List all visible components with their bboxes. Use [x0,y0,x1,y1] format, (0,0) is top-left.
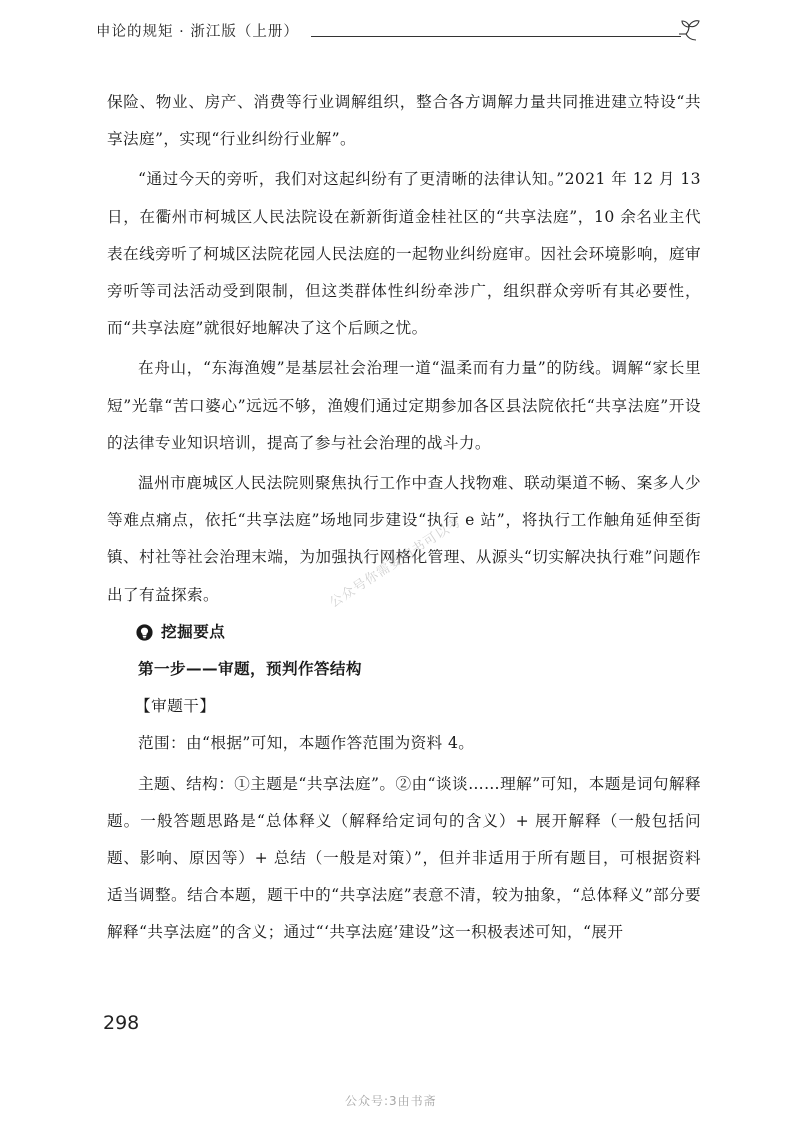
header-rule [311,36,681,37]
step-title: 第一步——审题，预判作答结构 [138,660,362,679]
header-title: 申论的规矩 · 浙江版（上册） [96,24,299,40]
section-heading [107,614,701,651]
lightbulb-icon [136,624,153,641]
paragraph-6: 主题、结构：①主题是“共享法庭”。②由“谈谈……理解”可知，本题是词句解释题。一般答题思路是“总体释义（解释给定词句的含义）+ 展开解释（一般包括问题、影响、原因等）+ 总结（一般是对策）”，但并非适用于所有题目，可根据资料适当调整。结合本题，题干中的“共享法庭”表意不清，较为抽象，“总体释义”部分要解释“共享法庭”的含义；通过“‘共享法庭’建设”这一积极表述可知，“展开 [107,774,701,942]
paragraph-2: “通过今天的旁听，我们对这起纠纷有了更清晰的法律认知。”2021 年 12 月 13 日，在衢州市柯城区人民法院设在新新街道金桂社区的“共享法庭”，10 余名业主代表在线旁听了柯城区法院花园人民法庭的一起物业纠纷庭审。因社会环境影响，庭审旁听等司法活动受到限制，但这类群体性纠纷牵涉广，组织群众旁听有其必要性，而“共享法庭”就很好地解决了这个后顾之忧。 [107,170,701,338]
page-number: 298 [103,1012,140,1034]
paragraph-4: 温州市鹿城区人民法院则聚焦执行工作中查人找物难、联动渠道不畅、案多人少等难点痛点，依托“共享法庭”场地同步建设“执行 e 站”，将执行工作触角延伸至街镇、村社等社会治理末端，为加强执行网格化管理、从源头“切实解决执行难”问题作出了有益探索。 [107,474,701,604]
body-content [107,84,701,952]
section-label: 挖掘要点 [161,622,226,641]
running-header [96,18,700,48]
footer-stamp: 公众号:3由书斋 [345,1094,437,1108]
paragraph-3: 在舟山，“东海渔嫂”是基层社会治理一道“温柔而有力量”的防线。调解“家长里短”光靠“苦口婆心”远远不够，渔嫂们通过定期参加各区县法院依托“共享法庭”开设的法律专业知识培训，提高了参与社会治理的战斗力。 [107,359,701,452]
paragraph-1: 保险、物业、房产、消费等行业调解组织，整合各方调解力量共同推进建立特设“共享法庭”，实现“行业纠纷行业解”。 [107,93,701,149]
sprout-icon [676,18,702,44]
watermark: 公众号你需要的书可以考 [327,514,465,611]
paragraph-5: 范围：由“根据”可知，本题作答范围为资料 4。 [138,734,475,753]
subheading: 【审题干】 [135,697,216,716]
